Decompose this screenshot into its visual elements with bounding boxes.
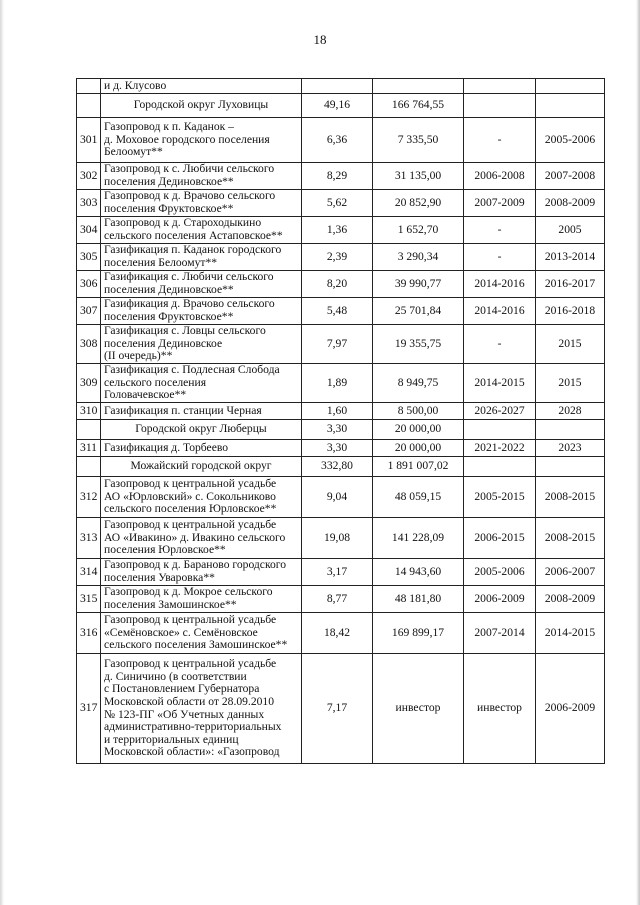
cost-cell: 31 135,00 xyxy=(373,163,464,190)
cost-cell: 25 701,84 xyxy=(373,298,464,325)
object-name-cell: Газификация п. станции Черная xyxy=(101,403,302,420)
district-row xyxy=(77,94,605,118)
object-name-cell: Газопровод к центральной усадьбе АО «Юрловский» с. Сокольниково сельского поселения Юрловское** xyxy=(101,477,302,518)
scan-left-edge xyxy=(0,0,4,905)
design-period-cell: 2005-2015 xyxy=(464,477,536,518)
construction-period-cell: 2008-2015 xyxy=(536,477,605,518)
object-name-cell: Газификация с. Любичи сельского поселения Дединовское** xyxy=(101,271,302,298)
district-row xyxy=(77,420,605,440)
design-period-cell xyxy=(464,94,536,118)
district-row xyxy=(77,457,605,477)
length-km-cell: 5,48 xyxy=(302,298,373,325)
row-number-cell: 303 xyxy=(77,190,101,217)
length-km-cell: 7,97 xyxy=(302,325,373,364)
row-number-cell xyxy=(77,457,101,477)
object-name-cell: Городской округ Люберцы xyxy=(101,420,302,440)
table-row xyxy=(77,325,605,364)
object-name-cell: Газопровод к п. Каданок – д. Моховое городского поселения Белоомут** xyxy=(101,118,302,163)
design-period-cell: 2014-2016 xyxy=(464,298,536,325)
cost-cell: 20 852,90 xyxy=(373,190,464,217)
construction-period-cell: 2015 xyxy=(536,325,605,364)
length-km-cell: 3,30 xyxy=(302,440,373,457)
length-km-cell: 49,16 xyxy=(302,94,373,118)
object-name-cell: Газопровод к центральной усадьбе «Семёновское» с. Семёновское сельского поселения Замошинское** xyxy=(101,613,302,654)
row-number-cell: 310 xyxy=(77,403,101,420)
row-number-cell xyxy=(77,94,101,118)
length-km-cell: 3,30 xyxy=(302,420,373,440)
construction-period-cell xyxy=(536,94,605,118)
object-name-cell: Газопровод к д. Врачово сельского поселения Фруктовское** xyxy=(101,190,302,217)
object-name-cell: Газификация п. Каданок городского поселения Белоомут** xyxy=(101,244,302,271)
construction-period-cell xyxy=(536,420,605,440)
construction-period-cell: 2007-2008 xyxy=(536,163,605,190)
object-name-cell: Газификация с. Подлесная Слобода сельского поселения Головачевское** xyxy=(101,364,302,403)
length-km-cell: 9,04 xyxy=(302,477,373,518)
design-period-cell: 2006-2008 xyxy=(464,163,536,190)
row-number-cell: 313 xyxy=(77,518,101,559)
construction-period-cell: 2014-2015 xyxy=(536,613,605,654)
length-km-cell xyxy=(302,79,373,94)
object-name-cell: и д. Клусово xyxy=(101,79,302,94)
length-km-cell: 1,60 xyxy=(302,403,373,420)
design-period-cell: 2006-2015 xyxy=(464,518,536,559)
design-period-cell: - xyxy=(464,244,536,271)
construction-period-cell: 2006-2007 xyxy=(536,559,605,586)
design-period-cell: 2026-2027 xyxy=(464,403,536,420)
cost-cell: 1 891 007,02 xyxy=(373,457,464,477)
row-number-cell: 309 xyxy=(77,364,101,403)
row-number-cell xyxy=(77,79,101,94)
construction-period-cell: 2005-2006 xyxy=(536,118,605,163)
cost-cell: 8 500,00 xyxy=(373,403,464,420)
table-row xyxy=(77,217,605,244)
cost-cell: 48 059,15 xyxy=(373,477,464,518)
length-km-cell: 1,36 xyxy=(302,217,373,244)
table-row xyxy=(77,559,605,586)
table-row xyxy=(77,477,605,518)
object-name-cell: Городской округ Луховицы xyxy=(101,94,302,118)
construction-period-cell: 2013-2014 xyxy=(536,244,605,271)
row-number-cell: 307 xyxy=(77,298,101,325)
table-row xyxy=(77,163,605,190)
length-km-cell: 18,42 xyxy=(302,613,373,654)
object-name-cell: Газопровод к центральной усадьбе д. Синичино (в соответствии с Постановлением Губернатора Московской области от 28.09.2010 № 123-ПГ «Об Учетных данных административно-территориальных и территориальных единиц Московской области»: «Газопровод xyxy=(101,654,302,764)
construction-period-cell: 2028 xyxy=(536,403,605,420)
object-name-cell: Газификация с. Ловцы сельского поселения Дединовское (II очередь)** xyxy=(101,325,302,364)
length-km-cell: 3,17 xyxy=(302,559,373,586)
construction-period-cell: 2016-2017 xyxy=(536,271,605,298)
row-number-cell: 304 xyxy=(77,217,101,244)
design-period-cell: 2007-2014 xyxy=(464,613,536,654)
length-km-cell: 19,08 xyxy=(302,518,373,559)
design-period-cell xyxy=(464,79,536,94)
design-period-cell: 2007-2009 xyxy=(464,190,536,217)
cost-cell: 39 990,77 xyxy=(373,271,464,298)
scan-right-edge xyxy=(636,0,640,905)
design-period-cell xyxy=(464,420,536,440)
length-km-cell: 8,77 xyxy=(302,586,373,613)
object-name-cell: Можайский городской округ xyxy=(101,457,302,477)
object-name-cell: Газопровод к центральной усадьбе АО «Ивакино» д. Ивакино сельского поселения Юрловское** xyxy=(101,518,302,559)
table-row xyxy=(77,244,605,271)
row-number-cell: 308 xyxy=(77,325,101,364)
length-km-cell: 8,20 xyxy=(302,271,373,298)
object-name-cell: Газопровод к д. Бараново городского поселения Уваровка** xyxy=(101,559,302,586)
construction-period-cell: 2006-2009 xyxy=(536,654,605,764)
cost-cell: 20 000,00 xyxy=(373,420,464,440)
row-number-cell: 305 xyxy=(77,244,101,271)
gasification-table xyxy=(76,78,605,764)
design-period-cell: - xyxy=(464,217,536,244)
table-row xyxy=(77,518,605,559)
cost-cell: 14 943,60 xyxy=(373,559,464,586)
continuation-row xyxy=(77,79,605,94)
construction-period-cell xyxy=(536,79,605,94)
construction-period-cell: 2008-2009 xyxy=(536,586,605,613)
page-number: 18 xyxy=(313,32,327,47)
table-row xyxy=(77,298,605,325)
cost-cell: инвестор xyxy=(373,654,464,764)
length-km-cell: 332,80 xyxy=(302,457,373,477)
cost-cell: 141 228,09 xyxy=(373,518,464,559)
length-km-cell: 1,89 xyxy=(302,364,373,403)
object-name-cell: Газификация д. Торбеево xyxy=(101,440,302,457)
row-number-cell: 302 xyxy=(77,163,101,190)
cost-cell: 3 290,34 xyxy=(373,244,464,271)
object-name-cell: Газификация д. Врачово сельского поселения Фруктовское** xyxy=(101,298,302,325)
table-row xyxy=(77,118,605,163)
object-name-cell: Газопровод к д. Староходыкино сельского поселения Астаповское** xyxy=(101,217,302,244)
table-row xyxy=(77,364,605,403)
construction-period-cell: 2008-2015 xyxy=(536,518,605,559)
row-number-cell xyxy=(77,420,101,440)
table-row xyxy=(77,440,605,457)
design-period-cell: инвестор xyxy=(464,654,536,764)
table-row xyxy=(77,271,605,298)
cost-cell: 8 949,75 xyxy=(373,364,464,403)
construction-period-cell: 2005 xyxy=(536,217,605,244)
design-period-cell: 2014-2016 xyxy=(464,271,536,298)
construction-period-cell: 2008-2009 xyxy=(536,190,605,217)
design-period-cell: 2014-2015 xyxy=(464,364,536,403)
cost-cell: 20 000,00 xyxy=(373,440,464,457)
design-period-cell: - xyxy=(464,325,536,364)
design-period-cell: 2021-2022 xyxy=(464,440,536,457)
row-number-cell: 317 xyxy=(77,654,101,764)
table-row xyxy=(77,586,605,613)
design-period-cell xyxy=(464,457,536,477)
construction-period-cell: 2016-2018 xyxy=(536,298,605,325)
row-number-cell: 314 xyxy=(77,559,101,586)
table-row xyxy=(77,654,605,764)
table-body xyxy=(77,79,605,764)
row-number-cell: 316 xyxy=(77,613,101,654)
object-name-cell: Газопровод к д. Мокрое сельского поселения Замошинское** xyxy=(101,586,302,613)
design-period-cell: - xyxy=(464,118,536,163)
construction-period-cell xyxy=(536,457,605,477)
cost-cell: 166 764,55 xyxy=(373,94,464,118)
cost-cell: 7 335,50 xyxy=(373,118,464,163)
construction-period-cell: 2023 xyxy=(536,440,605,457)
table-row xyxy=(77,190,605,217)
row-number-cell: 312 xyxy=(77,477,101,518)
row-number-cell: 311 xyxy=(77,440,101,457)
construction-period-cell: 2015 xyxy=(536,364,605,403)
row-number-cell: 301 xyxy=(77,118,101,163)
object-name-cell: Газопровод к с. Любичи сельского поселения Дединовское** xyxy=(101,163,302,190)
cost-cell xyxy=(373,79,464,94)
cost-cell: 1 652,70 xyxy=(373,217,464,244)
design-period-cell: 2006-2009 xyxy=(464,586,536,613)
table-row xyxy=(77,613,605,654)
cost-cell: 169 899,17 xyxy=(373,613,464,654)
cost-cell: 48 181,80 xyxy=(373,586,464,613)
row-number-cell: 306 xyxy=(77,271,101,298)
design-period-cell: 2005-2006 xyxy=(464,559,536,586)
cost-cell: 19 355,75 xyxy=(373,325,464,364)
table-row xyxy=(77,403,605,420)
row-number-cell: 315 xyxy=(77,586,101,613)
length-km-cell: 6,36 xyxy=(302,118,373,163)
length-km-cell: 7,17 xyxy=(302,654,373,764)
length-km-cell: 2,39 xyxy=(302,244,373,271)
length-km-cell: 5,62 xyxy=(302,190,373,217)
length-km-cell: 8,29 xyxy=(302,163,373,190)
